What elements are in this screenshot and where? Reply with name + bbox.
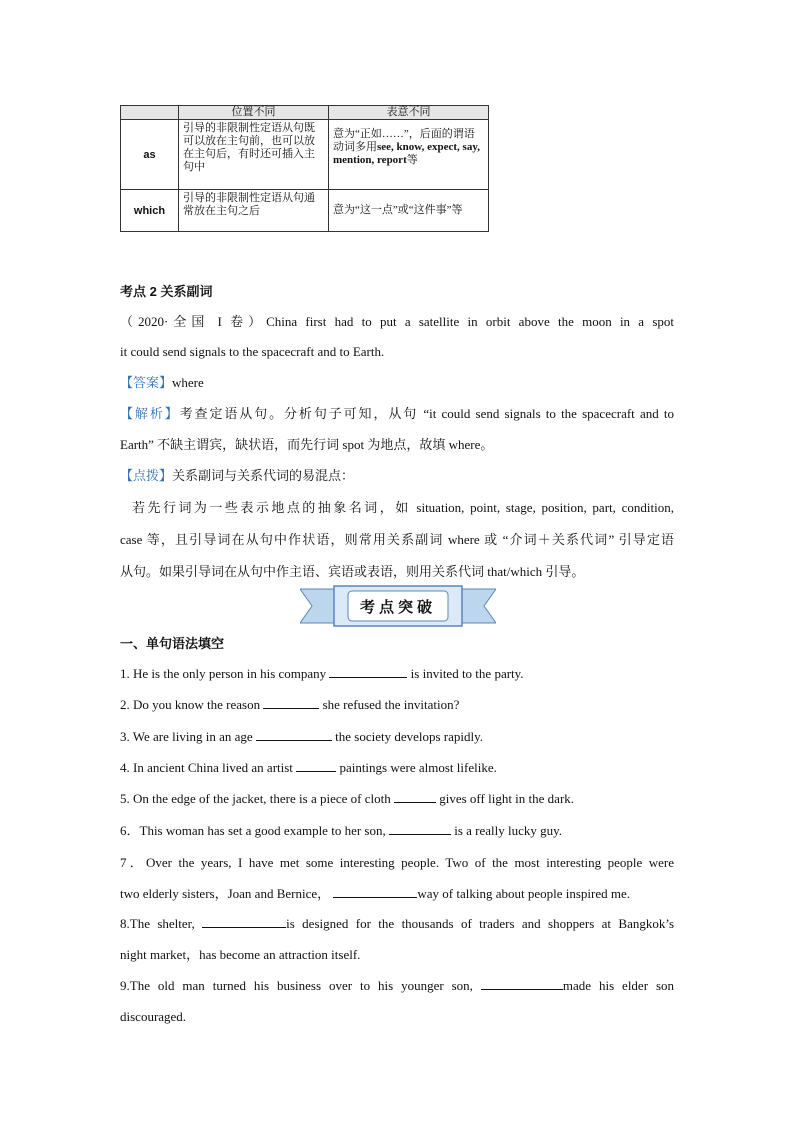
item-text-a: 2. Do you know the reason — [120, 697, 261, 712]
list-item — [120, 658, 674, 689]
tip-title: 关系副词与关系代词的易混点： — [172, 468, 355, 483]
item-text-a: 3. We are living in an age — [120, 729, 253, 744]
exercise-section-title: 一、单句语法填空 — [120, 636, 225, 651]
answer-blank[interactable] — [296, 759, 336, 772]
tip-line — [120, 460, 674, 491]
meaning-prefix: 意为“正如……”，后面的谓语动词多用 — [333, 128, 475, 153]
item-text-b: paintings were almost lifelike. — [339, 760, 497, 775]
comparison-table — [120, 105, 489, 232]
tip-tag: 【点拨】 — [120, 468, 173, 483]
header-empty — [121, 106, 179, 120]
row-position: 引导的非限制性定语从句既可以放在主句前，也可以放在主句后，有时还可插入主句中 — [179, 120, 329, 190]
list-item — [120, 752, 674, 783]
point-title: 考点 2 关系副词 — [120, 284, 213, 299]
tip-line-1: 若先行词为一些表示地点的抽象名词，如 situation, point, stage, position, part, condition, — [132, 500, 674, 515]
item-text-a: 6．This woman has set a good example to her son, — [120, 823, 386, 838]
answer-blank[interactable] — [481, 977, 563, 990]
answer-blank[interactable] — [256, 728, 332, 741]
row-meaning — [329, 190, 489, 232]
list-item — [120, 689, 674, 720]
header-position: 位置不同 — [179, 106, 329, 120]
tip-line-3: 从句。如果引导词在从句中作主语、宾语或表语，则用关系代词 that/which 引导。 — [120, 564, 585, 579]
list-item — [120, 721, 674, 752]
meaning-suffix: 等 — [406, 154, 418, 166]
item9-line-1 — [120, 970, 674, 1001]
item-text-a: 9.The old man turned his business over to his younger son, — [120, 978, 473, 993]
row-position: 引导的非限制性定语从句通常放在主句之后 — [179, 190, 329, 232]
analysis-line-2: Earth” 不缺主谓宾，缺状语，而先行词 spot 为地点，故填 where。 — [120, 437, 494, 452]
item-text-b: made his elder son — [562, 978, 675, 993]
item-text-b: she refused the invitation? — [322, 697, 460, 712]
list-item — [120, 783, 674, 814]
answer-blank[interactable] — [202, 915, 286, 928]
table-header-row — [121, 106, 489, 120]
tip-line-2: case 等，且引导词在从句中作状语，则常用关系副词 where 或 “介词＋关系代词” 引导定语 — [120, 532, 674, 547]
question-line-2: it could send signals to the spacecraft and to Earth. — [120, 344, 385, 359]
item-text-b: is designed for the thousands of traders and shoppers at Bangkok’s — [286, 916, 675, 931]
table-row — [121, 190, 489, 232]
header-meaning: 表意不同 — [329, 106, 489, 120]
answer-tag: 【答案】 — [120, 375, 173, 390]
item9-line-2: discouraged. — [120, 1009, 187, 1024]
item-text-a: two elderly sisters，Joan and Bernice， — [120, 886, 331, 901]
item-text-a: 4. In ancient China lived an artist — [120, 760, 293, 775]
item7-line-2 — [120, 878, 674, 909]
section-banner — [300, 585, 496, 627]
item8-line-1 — [120, 908, 674, 939]
question-line-1: （2020·全国 I 卷）China first had to put a satellite in orbit above the moon in a spot — [120, 314, 674, 329]
answer-blank[interactable] — [389, 822, 451, 835]
row-word-which: which — [121, 190, 179, 232]
answer-blank[interactable] — [394, 790, 436, 803]
item-text-a: 1. He is the only person in his company — [120, 666, 327, 681]
item-text-a: 5. On the edge of the jacket, there is a piece of cloth — [120, 791, 391, 806]
item-text-b: gives off light in the dark. — [439, 791, 575, 806]
answer-blank[interactable] — [333, 885, 417, 898]
row-meaning — [329, 120, 489, 190]
analysis-tag: 【解析】 — [120, 406, 180, 421]
answer-text: where — [172, 375, 204, 390]
meaning-prefix: 意为“这一点”或“这件事”等 — [333, 204, 463, 216]
answer-blank[interactable] — [263, 696, 319, 709]
item-text-b: is invited to the party. — [410, 666, 524, 681]
item8-line-2: night market，has become an attraction itself. — [120, 947, 361, 962]
analysis-text: 考查定语从句。分析句子可知，从句 “it could send signals to the spacecraft and to — [179, 406, 674, 421]
item-text-b: is a really lucky guy. — [454, 823, 563, 838]
row-word-as: as — [121, 120, 179, 190]
item-text-b: the society develops rapidly. — [335, 729, 484, 744]
item7-line-1: 7．Over the years, I have met some interesting people. Two of the most interesting people were — [120, 855, 674, 870]
item-text-a: 8.The shelter, — [120, 916, 195, 931]
banner-title: 考点突破 — [359, 597, 436, 616]
answer-blank[interactable] — [329, 665, 407, 678]
list-item — [120, 815, 674, 846]
table-row — [121, 120, 489, 190]
answer-line — [120, 367, 674, 398]
meaning-en: see, know, expect, say, mention, report — [333, 141, 480, 166]
item-text-b: way of talking about people inspired me. — [417, 886, 631, 901]
analysis-line-1 — [120, 398, 674, 429]
